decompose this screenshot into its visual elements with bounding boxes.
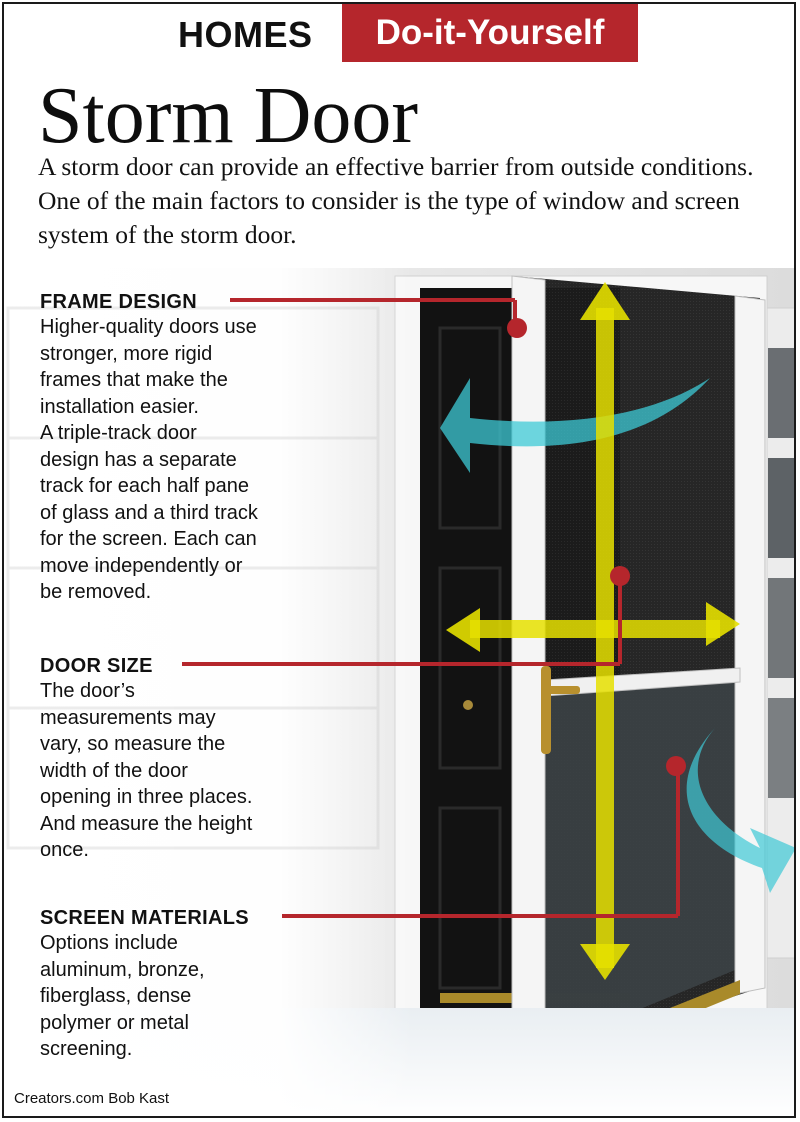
photo-credit: Creators.com Bob Kast <box>14 1090 170 1107</box>
frame-design-body: Higher-quality doors use stronger, more rigid frames that make the installation easier. A triple-track door design has a separate track for each half pane of glass and a third track for the screen. Each can move independently or be removed. <box>40 316 258 603</box>
callout-dot-icon <box>507 318 527 338</box>
page-title: Storm Door <box>38 72 418 160</box>
diy-banner <box>342 4 638 62</box>
frame-design-heading: FRAME DESIGN <box>40 291 197 313</box>
screen-materials-heading: SCREEN MATERIALS <box>40 907 249 929</box>
door-size-body: The door’s measurements may vary, so measure the width of the door opening in three places. And measure the height once. <box>40 680 253 861</box>
callout-dot-icon <box>666 756 686 776</box>
diy-banner-label: Do-it-Yourself <box>375 13 605 52</box>
callout-dot-icon <box>610 566 630 586</box>
screen-materials-section <box>40 906 300 1063</box>
section-label: HOMES <box>178 14 313 55</box>
door-size-section <box>40 654 320 864</box>
frame-design-section <box>40 290 340 606</box>
screen-materials-body: Options include aluminum, bronze, fiberglass, dense polymer or metal screening. <box>40 932 205 1060</box>
door-size-heading: DOOR SIZE <box>40 655 153 677</box>
intro-paragraph: A storm door can provide an effective barrier from outside conditions. One of the main factors to consider is the type of window and screen system of the storm door. <box>38 152 754 249</box>
